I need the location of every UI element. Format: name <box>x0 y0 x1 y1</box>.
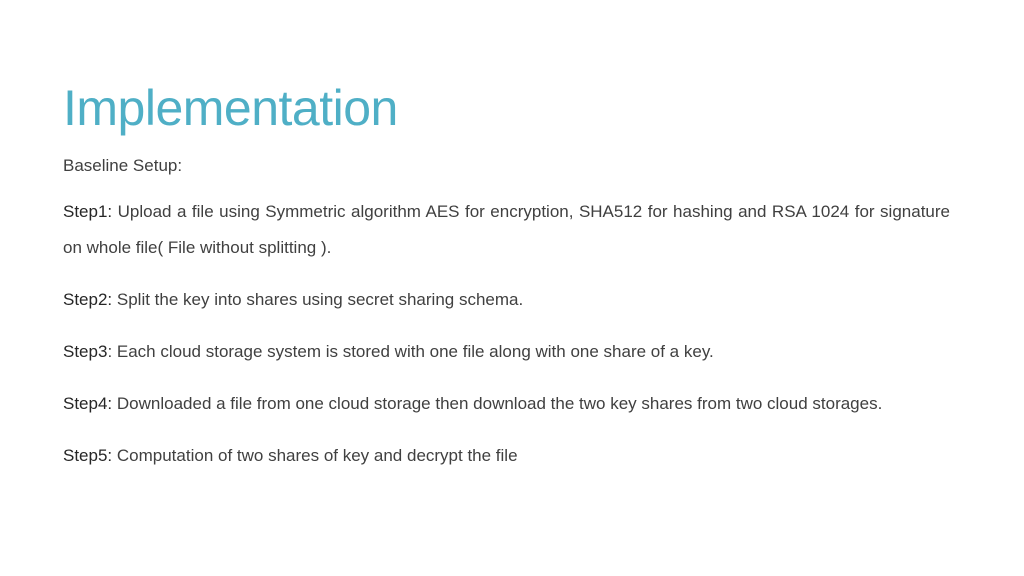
step-5-label: Step5: <box>63 446 113 465</box>
step-5 <box>63 438 950 474</box>
step-4 <box>63 386 950 422</box>
slide-title: Implementation <box>63 80 398 136</box>
slide-body <box>63 152 950 490</box>
step-2-label: Step2: <box>63 290 113 309</box>
subtitle: Baseline Setup: <box>63 156 183 175</box>
step-3 <box>63 334 950 370</box>
step-1 <box>63 194 950 266</box>
step-4-label: Step4: <box>63 394 113 413</box>
step-3-label: Step3 <box>63 342 108 361</box>
step-2 <box>63 282 950 318</box>
step-3-text: : Each cloud storage system is stored with one file along with one share of a key. <box>107 342 714 361</box>
step-2-text: Split the key into shares using secret sharing schema. <box>112 290 524 309</box>
step-5-text: Computation of two shares of key and decrypt the file <box>112 446 518 465</box>
step-4-text: Downloaded a file from one cloud storage then download the two key shares from two cloud storages. <box>112 394 883 413</box>
step-1-label: Step1: <box>63 202 113 221</box>
step-1-text: Upload a file using Symmetric algorithm AES for encryption, SHA512 for hashing and RSA 1024 for signature on whole file( File without splitting ). <box>63 202 950 257</box>
